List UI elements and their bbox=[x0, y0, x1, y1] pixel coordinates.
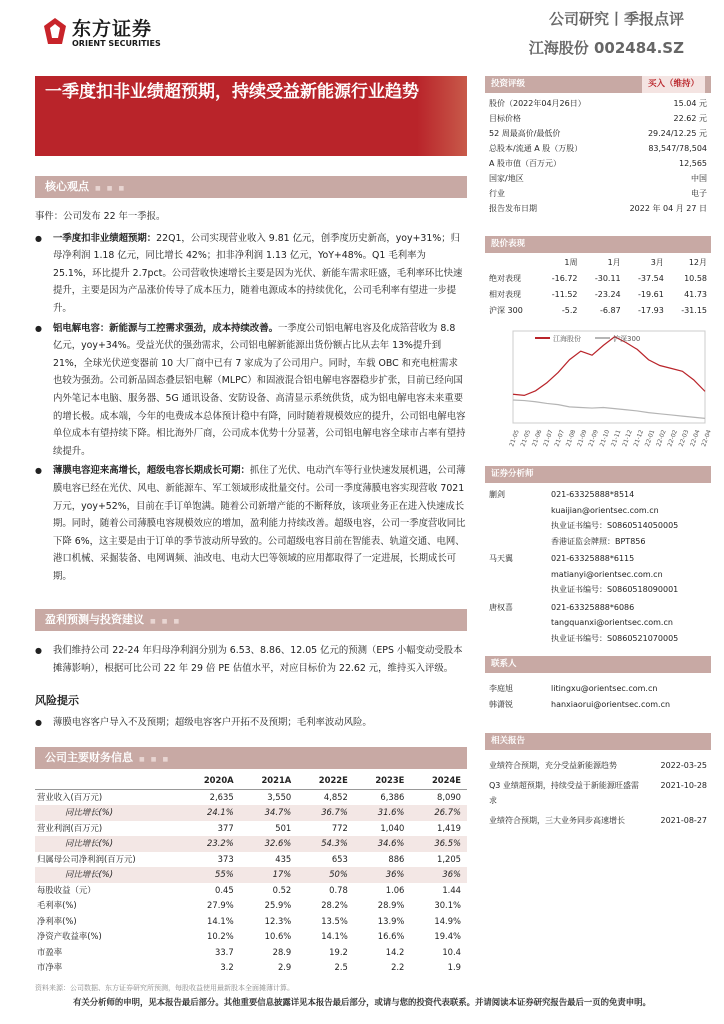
series-line-1 bbox=[513, 400, 705, 418]
event-text: 事件：公司发布 22 年一季报。 bbox=[35, 211, 166, 222]
finance-cell: 8,090 bbox=[437, 791, 461, 802]
perf-row bbox=[485, 271, 711, 287]
analyst-list bbox=[485, 487, 711, 646]
finance-cell: 28.9 bbox=[272, 946, 292, 957]
forecast-content bbox=[35, 642, 467, 677]
related-title[interactable]: 业绩符合预期，充分受益新能源趋势 bbox=[489, 761, 617, 770]
finance-cell: 12.3% bbox=[264, 915, 292, 926]
finance-table bbox=[35, 773, 467, 976]
analyst-cert: 执业证书编号：S0860518090001 bbox=[551, 585, 679, 594]
finance-body bbox=[35, 789, 467, 976]
finance-row bbox=[35, 789, 467, 805]
analyst-email[interactable]: tangquanxi@orientsec.com.cn bbox=[551, 618, 673, 627]
finance-row bbox=[35, 805, 467, 821]
finance-source: 资料来源：公司数据、东方证券研究所预测，每股收益使用最新股本全面摊薄计算。 bbox=[35, 984, 294, 992]
rating-row bbox=[485, 186, 711, 201]
finance-cell: 28.9% bbox=[377, 900, 405, 910]
core-heading-bar: 核心观点 ■ ■ ■ bbox=[35, 176, 467, 198]
analyst-panel bbox=[485, 466, 711, 648]
finance-row-label: 同比增长(%) bbox=[35, 867, 182, 883]
rating-row bbox=[485, 201, 711, 216]
perf-col: 3月 bbox=[650, 258, 664, 267]
contact-panel bbox=[485, 656, 711, 712]
finance-cell: 0.52 bbox=[272, 884, 292, 895]
finance-heading: 公司主要财务信息 bbox=[45, 751, 133, 764]
perf-panel bbox=[485, 236, 711, 454]
point-1 bbox=[35, 230, 467, 318]
finance-cell: 36.7% bbox=[297, 805, 354, 821]
related-date: 2021-08-27 bbox=[660, 815, 707, 825]
point-2-text: 一季度公司铝电解电容及化成箔营收为 8.8 亿元，yoy+34%。受益光伏的强劲需求，公司铝电解新能源出货份额占比从去年 13%提升到 21%，全球光伏逆变器前 10 大厂商中已有 7 家成为了公司用户。同时，车载 OBC 和充电桩需求也较为强劲。公司新品固态叠层铝电解（MLPC）和固液混合铝电解电容器稳步扩张，目前已经向国内外笔记本电脑、服务器、5G 通讯设备、安防设备、高清显示系统供货，成为铝电解电容未来重要的增长极。成本端，今年的电费成本总体预计稳中有降，同时随着规模效应的提升，公司铝电解电容单位成本有望持续下降。相比海外厂商，公司成本优势十分显著，公司铝电解电容全球市占率有望持续提升。 bbox=[53, 322, 466, 457]
finance-row-label: 市净率 bbox=[37, 962, 63, 972]
rating-val: 中国 bbox=[691, 174, 707, 183]
finance-cell: 13.9% bbox=[377, 915, 405, 926]
rating-val: 12,565 bbox=[679, 159, 707, 168]
x-tick-label: 21-07 bbox=[553, 428, 567, 448]
rating-key: 国家/地区 bbox=[489, 174, 524, 183]
finance-cell: 28.2% bbox=[321, 900, 348, 910]
contact-email[interactable]: hanxiaorui@orientsec.com.cn bbox=[551, 699, 671, 709]
perf-row-label: 绝对表现 bbox=[489, 274, 521, 283]
finance-row bbox=[35, 914, 467, 930]
year-col: 2021A bbox=[240, 773, 298, 789]
finance-cell: 14.1% bbox=[207, 915, 234, 926]
finance-cell: 2.9 bbox=[277, 962, 292, 972]
finance-row bbox=[35, 883, 467, 899]
rating-key: 报告发布日期 bbox=[489, 204, 537, 213]
related-report[interactable] bbox=[485, 758, 711, 774]
x-tick-label: 21-12 bbox=[632, 428, 646, 448]
rating-row bbox=[485, 96, 711, 111]
perf-body bbox=[485, 271, 711, 319]
finance-cell: 14.2 bbox=[385, 946, 405, 957]
x-tick-label: 22-02 bbox=[666, 428, 679, 448]
x-tick-label: 21-09 bbox=[587, 428, 600, 448]
legend-label: 江海股份 bbox=[553, 335, 581, 343]
x-tick-label: 21-11 bbox=[609, 428, 623, 448]
point-3-text: 抓住了光伏、电动汽车等行业快速发展机遇，公司薄膜电容已经在光伏、风电、新能源车、军工领域形成批量交付。公司一季度薄膜电容实现营收 7021 万元，yoy+52%，目前在手订单饱满。随着公司新增产能的不断释放，该项业务正在进入快速成长期。同时，随着公司薄膜电容规模效应的增加，盈利能力持续改善。超级电容，公司一季度营收同比下降 6%，这主要是由于订单的季节波动所导致的。公司超级电容目前在智能表、轨道交通、电网、港口机械、采掘装备、电网调频、油改电、电动大巴等领域的应用都取得了一定进展，长期成长可期。 bbox=[53, 465, 466, 582]
finance-cell: 886 bbox=[388, 853, 405, 864]
finance-cell: 50% bbox=[297, 867, 354, 883]
contact-heading: 联系人 bbox=[485, 656, 711, 673]
finance-cell: 32.6% bbox=[240, 836, 298, 852]
finance-cell: 772 bbox=[331, 822, 348, 833]
related-panel bbox=[485, 733, 711, 832]
logo-en: ORIENT SECURITIES bbox=[72, 39, 161, 48]
analyst-entry bbox=[485, 487, 711, 549]
finance-cell: 30.1% bbox=[434, 900, 461, 910]
related-heading: 相关报告 bbox=[485, 733, 711, 750]
analyst-heading: 证券分析师 bbox=[485, 466, 711, 483]
analyst-info bbox=[547, 551, 711, 598]
contact-name: 韩潇锐 bbox=[489, 699, 513, 709]
finance-row bbox=[35, 898, 467, 914]
perf-table bbox=[485, 255, 711, 319]
core-heading: 核心观点 bbox=[45, 180, 89, 193]
finance-cell: 1,040 bbox=[380, 822, 405, 833]
finance-row bbox=[35, 867, 467, 883]
finance-cell: 34.6% bbox=[354, 836, 411, 852]
analyst-phone: 021-63325888*6115 bbox=[551, 554, 635, 563]
contact-name: 李庭旭 bbox=[489, 684, 513, 693]
finance-row-label: 净利率(%) bbox=[37, 915, 77, 926]
series-line-0 bbox=[513, 337, 705, 396]
analyst-email[interactable]: kuaijian@orientsec.com.cn bbox=[551, 505, 659, 515]
x-tick-label: 22-01 bbox=[643, 428, 657, 448]
company-logo bbox=[42, 14, 192, 52]
finance-cell: 19.4% bbox=[434, 931, 461, 941]
x-tick-label: 22-04 bbox=[689, 428, 702, 448]
perf-cell: -11.52 bbox=[551, 290, 578, 299]
finance-cell: 0.78 bbox=[329, 884, 348, 895]
finance-row-label: 营业利润(百万元) bbox=[37, 822, 103, 833]
analyst-entry bbox=[485, 551, 711, 598]
analyst-name: 马天翼 bbox=[489, 554, 513, 563]
finance-row bbox=[35, 836, 467, 852]
finance-cell: 4,852 bbox=[323, 791, 348, 802]
perf-row-label: 相对表现 bbox=[489, 290, 521, 299]
rating-key: 目标价格 bbox=[489, 114, 521, 123]
chart-frame bbox=[513, 331, 705, 423]
finance-cell: 6,386 bbox=[380, 791, 405, 802]
rating-val: 22.62 元 bbox=[673, 114, 707, 123]
report-title-banner bbox=[35, 76, 467, 156]
finance-cell: 0.45 bbox=[215, 884, 234, 895]
finance-cell: 24.1% bbox=[182, 805, 240, 821]
x-tick-label: 21-05 bbox=[508, 428, 521, 448]
related-date: 2022-03-25 bbox=[660, 761, 707, 770]
perf-cell: -6.87 bbox=[599, 306, 621, 315]
perf-row bbox=[485, 303, 711, 319]
finance-cell: 55% bbox=[182, 867, 240, 883]
analyst-extra: 香港证监会牌照：BPT856 bbox=[551, 536, 646, 546]
rating-row bbox=[485, 171, 711, 186]
rating-key: 总股本/流通 A 股（万股） bbox=[489, 144, 583, 153]
finance-cell: 14.9% bbox=[434, 915, 461, 926]
finance-row-label: 营业收入(百万元) bbox=[37, 791, 103, 802]
finance-cell: 2.2 bbox=[391, 962, 405, 972]
related-list bbox=[485, 758, 711, 828]
finance-cell: 3.2 bbox=[220, 962, 234, 972]
finance-cell: 653 bbox=[331, 853, 348, 864]
contact-list bbox=[485, 681, 711, 712]
perf-cell: 41.73 bbox=[684, 290, 707, 299]
finance-cell: 1.44 bbox=[442, 884, 461, 895]
stock-performance-chart bbox=[485, 321, 711, 451]
point-3-title: 薄膜电容迎来高增长，超级电容长期成长可期： bbox=[53, 465, 250, 477]
rating-value: 买入（维持） bbox=[642, 76, 705, 93]
rating-row bbox=[485, 111, 711, 126]
perf-cell: 10.58 bbox=[684, 274, 707, 283]
finance-row-label: 市盈率 bbox=[37, 946, 63, 957]
rating-heading-bar bbox=[485, 76, 711, 93]
perf-row bbox=[485, 287, 711, 303]
year-col: 2022E bbox=[297, 773, 354, 789]
year-col: 2023E bbox=[354, 773, 411, 789]
perf-cell: -31.15 bbox=[681, 306, 707, 315]
x-tick-label: 21-08 bbox=[564, 428, 578, 448]
stock-name-code: 江海股份 002484.SZ bbox=[528, 39, 684, 57]
perf-cell: -16.72 bbox=[551, 274, 578, 283]
finance-row bbox=[35, 960, 467, 976]
analyst-phone: 021-63325888*8514 bbox=[551, 490, 635, 499]
disclaimer-footer: 有关分析师的申明，见本报告最后部分。其他重要信息披露详见本报告最后部分，或请与您的投资代表联系。并请阅读本证券研究报告最后一页的免责申明。 bbox=[73, 997, 651, 1007]
point-2-title: 铝电解电容：新能源与工控需求强劲，成本持续改善。 bbox=[53, 322, 279, 334]
finance-row-label: 净资产收益率(%) bbox=[37, 931, 102, 941]
analyst-cert: 执业证书编号：S0860514050005 bbox=[551, 521, 679, 530]
perf-row-label: 沪深 300 bbox=[489, 306, 523, 315]
related-title[interactable]: Q3 业绩超预期，持续受益于新能源旺盛需求 bbox=[489, 780, 639, 805]
finance-row-label: 每股收益（元） bbox=[37, 884, 96, 895]
finance-row bbox=[35, 852, 467, 868]
perf-cell: -5.2 bbox=[561, 306, 578, 315]
rating-val: 电子 bbox=[691, 189, 707, 198]
x-tick-label: 22-03 bbox=[677, 428, 691, 448]
perf-heading: 股价表现 bbox=[485, 236, 711, 253]
finance-cell: 1,205 bbox=[437, 853, 461, 864]
finance-cell: 36% bbox=[410, 867, 467, 883]
finance-cell: 10.6% bbox=[264, 931, 292, 941]
finance-cell: 26.7% bbox=[410, 805, 467, 821]
analyst-cert: 执业证书编号：S0860521070005 bbox=[551, 633, 679, 643]
analyst-info bbox=[547, 600, 711, 647]
contact-email[interactable]: litingxu@orientsec.com.cn bbox=[551, 684, 658, 693]
rating-val: 29.24/12.25 元 bbox=[647, 129, 707, 138]
finance-cell: 34.7% bbox=[240, 805, 298, 821]
logo-mark-icon bbox=[42, 16, 68, 48]
finance-heading-bar: 公司主要财务信息 ■ ■ ■ bbox=[35, 747, 467, 769]
finance-cell: 435 bbox=[275, 853, 292, 864]
analyst-email[interactable]: matianyi@orientsec.com.cn bbox=[551, 569, 663, 579]
perf-cell: -37.54 bbox=[638, 274, 664, 283]
point-1-text: 22Q1，公司实现营业收入 9.81 亿元，创季度历史新高，yoy+31%；归母净利润 1.18 亿元，同比增长 42%；扣非净利润 1.13 亿元，YoY+48%。Q1 毛利率为 25.1%，环比提升 2.7pct。公司营收快速增长主要是因为光伏、新能车需求旺盛，毛利率环比快速提升，主要是因为产品涨价传导了成本压力，随着电源成本的持续优化，公司毛利率有望进一步提升。 bbox=[53, 232, 463, 314]
analyst-name: 唐权喜 bbox=[489, 602, 513, 612]
related-title[interactable]: 业绩符合预期，三大业务同步高速增长 bbox=[489, 815, 625, 825]
finance-cell: 501 bbox=[275, 822, 292, 833]
point-1-title: 一季度扣非业绩超预期： bbox=[53, 232, 157, 244]
perf-cell: -30.11 bbox=[594, 274, 621, 283]
finance-cell: 1,419 bbox=[437, 822, 461, 833]
related-report[interactable] bbox=[485, 813, 711, 829]
contact-entry bbox=[485, 697, 711, 713]
rating-key: 行业 bbox=[489, 189, 505, 198]
perf-cell: -19.61 bbox=[638, 290, 664, 299]
finance-cell: 27.9% bbox=[207, 900, 234, 910]
finance-cell: 1.06 bbox=[385, 884, 405, 895]
forecast-heading: 盈利预测与投资建议 bbox=[45, 613, 144, 626]
finance-row-label: 归属母公司净利润(百万元) bbox=[37, 853, 136, 864]
finance-header-row bbox=[35, 773, 467, 789]
risk-text: ● 薄膜电容客户导入不及预期；超级电容客户开拓不及预期；毛利率波动风险。 bbox=[35, 714, 467, 732]
related-report[interactable] bbox=[485, 778, 711, 809]
report-title: 一季度扣非业绩超预期，持续受益新能源行业趋势 bbox=[45, 82, 419, 102]
x-tick-label: 21-07 bbox=[542, 428, 555, 448]
rating-val: 83,547/78,504 bbox=[648, 144, 707, 153]
analyst-phone: 021-63325888*6086 bbox=[551, 602, 635, 612]
perf-header-row bbox=[485, 255, 711, 271]
finance-cell: 16.6% bbox=[377, 931, 405, 941]
finance-cell: 36.5% bbox=[410, 836, 467, 852]
forecast-heading-bar: 盈利预测与投资建议 ■ ■ ■ bbox=[35, 609, 467, 631]
rating-row bbox=[485, 141, 711, 156]
finance-cell: 2.5 bbox=[334, 962, 348, 972]
finance-cell: 36% bbox=[354, 867, 411, 883]
forecast-text: ● 我们维持公司 22-24 年归母净利润分别为 6.53、8.86、12.05 亿元的预测（EPS 小幅变动受股本摊薄影响），根据可比公司 22 年 29 倍 PE 估值水平，对应目标价为 22.62 元，维持买入评级。 bbox=[35, 642, 467, 677]
finance-cell: 17% bbox=[240, 867, 298, 883]
perf-col: 1月 bbox=[607, 258, 621, 267]
x-tick-label: 22-02 bbox=[655, 428, 668, 448]
x-tick-label: 22-04 bbox=[700, 428, 713, 448]
rating-panel bbox=[485, 76, 711, 216]
finance-row bbox=[35, 821, 467, 837]
finance-cell: 2,635 bbox=[209, 791, 234, 802]
finance-cell: 23.2% bbox=[182, 836, 240, 852]
finance-cell: 10.2% bbox=[207, 931, 234, 941]
x-tick-label: 21-09 bbox=[576, 428, 589, 448]
analyst-name: 蒯剑 bbox=[489, 490, 505, 499]
rating-row bbox=[485, 156, 711, 171]
finance-header-blank bbox=[35, 773, 182, 789]
year-col: 2024E bbox=[410, 773, 467, 789]
finance-row-label: 同比增长(%) bbox=[35, 836, 182, 852]
finance-cell: 25.9% bbox=[264, 900, 292, 910]
perf-header-blank bbox=[485, 255, 538, 271]
x-tick-label: 21-06 bbox=[530, 428, 544, 448]
finance-row bbox=[35, 945, 467, 961]
year-col: 2020A bbox=[182, 773, 240, 789]
perf-cell: -17.93 bbox=[638, 306, 664, 315]
legend-label: 沪深300 bbox=[613, 335, 641, 343]
finance-cell: 19.2 bbox=[329, 946, 348, 957]
rating-heading: 投资评级 bbox=[491, 79, 526, 89]
rating-key: 股价（2022年04月26日） bbox=[489, 99, 586, 108]
rating-key: 52 周最高价/最低价 bbox=[489, 129, 561, 138]
analyst-info bbox=[547, 487, 711, 549]
finance-row-label: 毛利率(%) bbox=[37, 900, 77, 910]
perf-cell: -23.24 bbox=[594, 290, 621, 299]
report-category: 公司研究丨季报点评 bbox=[548, 10, 684, 28]
finance-cell: 13.5% bbox=[321, 915, 348, 926]
x-tick-label: 21-10 bbox=[598, 428, 612, 448]
finance-cell: 31.6% bbox=[354, 805, 411, 821]
finance-cell: 10.4 bbox=[442, 946, 461, 957]
point-3 bbox=[35, 462, 467, 585]
rating-val: 15.04 元 bbox=[673, 99, 707, 108]
x-tick-label: 21-12 bbox=[621, 428, 634, 448]
rating-row bbox=[485, 126, 711, 141]
finance-cell: 33.7 bbox=[215, 946, 234, 957]
risk-heading: 风险提示 bbox=[35, 694, 79, 707]
related-date: 2021-10-28 bbox=[660, 780, 707, 790]
risk-content bbox=[35, 714, 467, 732]
rating-val: 2022 年 04 月 27 日 bbox=[629, 204, 707, 213]
logo-cn: 东方证券 bbox=[72, 18, 153, 40]
core-content bbox=[35, 208, 467, 585]
finance-cell: 1.9 bbox=[447, 962, 461, 972]
point-2 bbox=[35, 320, 467, 461]
rating-list bbox=[485, 96, 711, 216]
finance-cell: 54.3% bbox=[297, 836, 354, 852]
finance-cell: 3,550 bbox=[267, 791, 292, 802]
x-tick-label: 21-05 bbox=[519, 428, 533, 448]
finance-row-label: 同比增长(%) bbox=[35, 805, 182, 821]
perf-col: 12月 bbox=[688, 258, 707, 267]
finance-cell: 373 bbox=[217, 853, 234, 864]
perf-col: 1周 bbox=[564, 258, 578, 267]
analyst-entry bbox=[485, 600, 711, 647]
finance-cell: 377 bbox=[217, 822, 234, 833]
finance-row bbox=[35, 929, 467, 945]
report-header bbox=[529, 8, 684, 58]
rating-key: A 股市值（百万元） bbox=[489, 159, 562, 168]
finance-cell: 14.1% bbox=[321, 931, 348, 941]
contact-entry bbox=[485, 681, 711, 697]
